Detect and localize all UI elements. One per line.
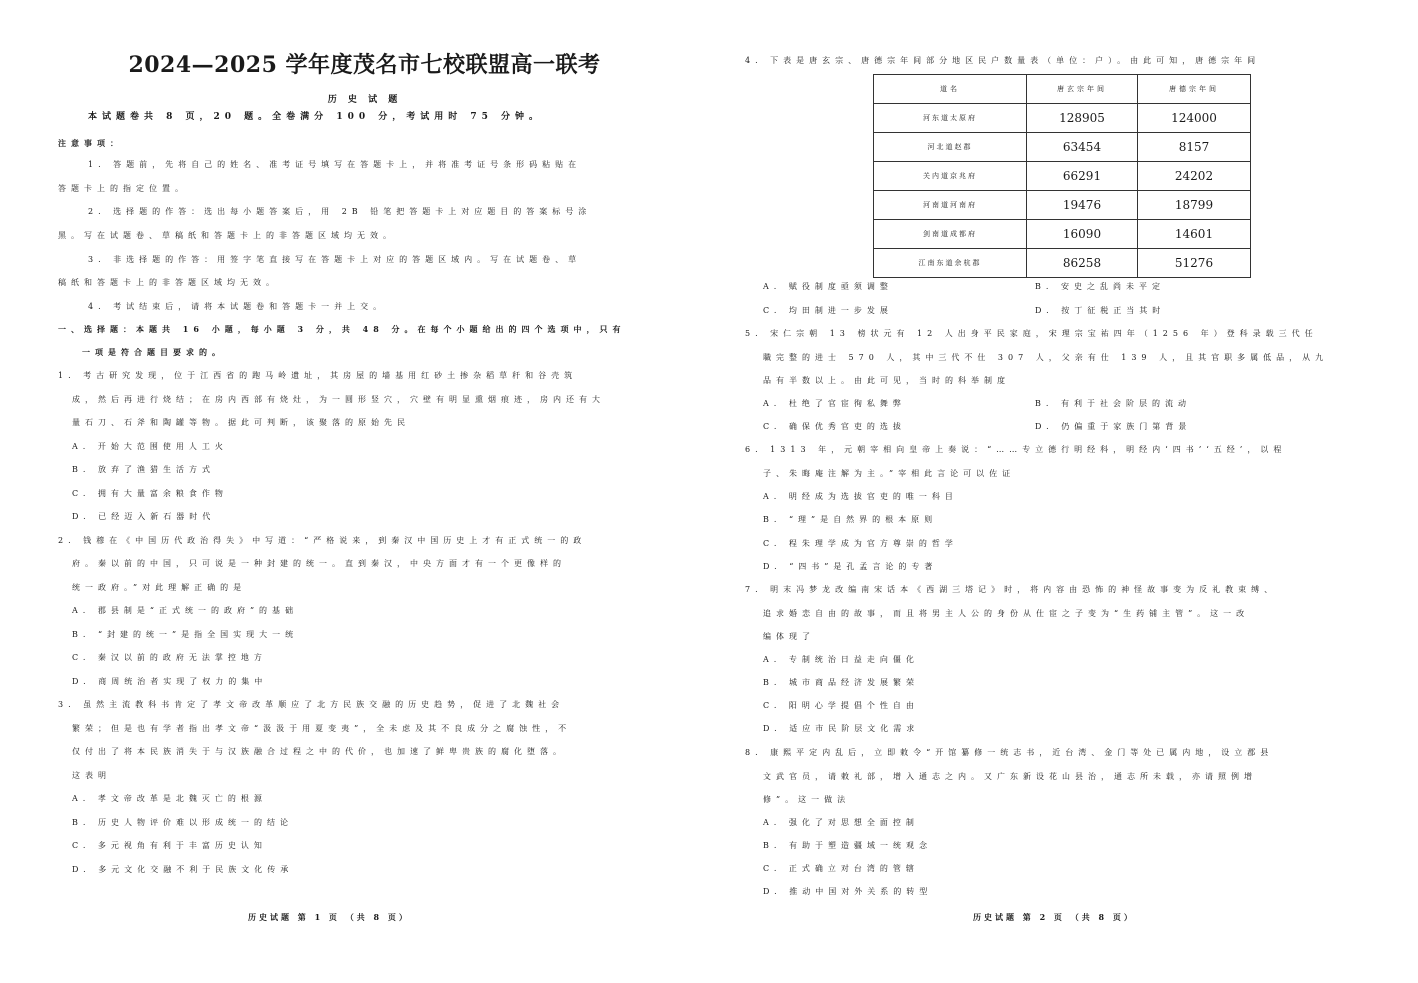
table-cell: 河南道河南府 <box>874 191 1027 220</box>
question-8-stem: 文武官员，请敕礼部，增入通志之内。又广东新设花山县治，通志所未载，亦请照例增 <box>763 772 1257 781</box>
question-8-stem: 修”。这一做法 <box>763 795 851 804</box>
table-row <box>874 191 1251 220</box>
option-d: D. 仍偏重于家族门第背景 <box>1035 422 1192 431</box>
table-header: 唐玄宗年间 <box>1027 75 1138 104</box>
option-b: B. “理”是自然界的根本原则 <box>763 515 938 524</box>
question-3-stem: 这表明 <box>72 771 111 780</box>
option-d: D. 适应市民阶层文化需求 <box>763 724 920 733</box>
table-cell: 关内道京兆府 <box>874 162 1027 191</box>
table-cell: 18799 <box>1138 191 1251 220</box>
notice-line: 2. 选择题的作答：选出每小题答案后，用 2B 铅笔把答题卡上对应题目的答案标号涂 <box>88 207 592 216</box>
section-title: 一项是符合题目要求的。 <box>82 347 225 357</box>
question-8-stem: 8. 康熙平定内乱后，立即敕令“开馆纂修一统志书，近台湾、金门等处已属内地，设立郡县 <box>745 748 1274 757</box>
option-b: B. 放弃了渔猎生活方式 <box>72 465 215 474</box>
table-header: 唐德宗年间 <box>1138 75 1251 104</box>
question-5-stem: 職完整的进士 570 人，其中三代不仕 307 人，父亲有仕 139 人，且其官职多属低品，从九 <box>763 353 1329 362</box>
table-row <box>874 162 1251 191</box>
option-c: C. 多元视角有利于丰富历史认知 <box>72 841 267 850</box>
question-7-stem: 7. 明末冯梦龙改编南宋话本《西湖三塔记》时，将内容由恐怖的神怪故事变为反礼教束缚、 <box>745 585 1278 594</box>
question-2-stem: 2. 钱穆在《中国历代政治得失》中写道：“严格说来，到秦汉中国历史上才有正式统一的政 <box>58 536 587 545</box>
option-c: C. 秦汉以前的政府无法掌控地方 <box>72 653 267 662</box>
notice-line: 答题卡上的指定位置。 <box>58 184 188 193</box>
subject-title: 历 史 试 题 <box>327 95 402 105</box>
option-a: A. 开始大范围使用人工火 <box>72 442 228 451</box>
option-c: C. 均田制进一步发展 <box>763 306 893 315</box>
section-title: 一、选择题：本题共 16 小题，每小题 3 分，共 48 分。在每个小题给出的四个选项中，只有 <box>58 324 626 334</box>
exam-info: 本试题卷共 8 页，20 题。全卷满分 100 分，考试用时 75 分钟。 <box>88 112 544 122</box>
question-6-stem: 子、朱晦庵注解为主。”宰相此言论可以佐证 <box>763 469 1016 478</box>
table-row <box>874 104 1251 133</box>
option-d: D. 按丁征税正当其时 <box>1035 306 1166 315</box>
table-header-row <box>874 75 1251 104</box>
question-2-stem: 府。秦以前的中国，只可说是一种封建的统一。直到秦汉，中央方面才有一个更像样的 <box>72 559 566 568</box>
table-cell: 19476 <box>1027 191 1138 220</box>
exam-title: 2024—2025 学年度茂名市七校联盟高一联考 <box>128 52 601 78</box>
table-cell: 51276 <box>1138 249 1251 278</box>
option-a: A. 专制统治日益走向僵化 <box>763 655 919 664</box>
question-1-stem: 成，然后再进行烧结；在房内西部有烧灶，为一圆形竖穴，穴壁有明显熏烟痕迹，房内还有大 <box>72 395 605 404</box>
table-cell: 86258 <box>1027 249 1138 278</box>
option-d: D. 多元文化交融不利于民族文化传承 <box>72 865 294 874</box>
option-b: B. 安史之乱尚未平定 <box>1035 282 1165 291</box>
page-footer: 历史试题 第 2 页 （共 8 页） <box>973 912 1135 922</box>
notice-line: 4. 考试结束后，请将本试题卷和答题卡一并上交。 <box>88 302 387 311</box>
exam-page-2 <box>709 0 1418 983</box>
table-row <box>874 249 1251 278</box>
option-d: D. “四书”是孔孟言论的专著 <box>763 562 938 571</box>
option-d: D. 已经迈入新石器时代 <box>72 512 216 521</box>
option-a: A. 杜绝了官宦徇私舞弊 <box>763 399 906 408</box>
table-row <box>874 220 1251 249</box>
question-1-stem: 量石刀、石斧和陶罐等物。据此可判断，该聚落的原始先民 <box>72 418 410 427</box>
question-7-stem: 编体现了 <box>763 632 815 641</box>
option-a: A. 强化了对思想全面控制 <box>763 818 919 827</box>
table-cell: 66291 <box>1027 162 1138 191</box>
table-cell: 14601 <box>1138 220 1251 249</box>
option-b: B. “封建的统一”是指全国实现大一统 <box>72 630 299 639</box>
question-3-stem: 繁荣；但是也有学者指出孝文帝“汲汲于用夏变夷”，全未虑及其不良成分之腐蚀性，不 <box>72 724 572 733</box>
option-b: B. 有助于塑造疆域一统观念 <box>763 841 932 850</box>
table-cell: 河东道太原府 <box>874 104 1027 133</box>
table-cell: 128905 <box>1027 104 1138 133</box>
option-a: A. 赋役制度亟须调整 <box>763 282 893 291</box>
population-table <box>873 74 1251 278</box>
table-cell: 江南东道余杭郡 <box>874 249 1027 278</box>
table-cell: 河北道赵郡 <box>874 133 1027 162</box>
table-row <box>874 133 1251 162</box>
option-c: C. 程朱理学成为官方尊崇的哲学 <box>763 539 958 548</box>
notice-heading: 注意事项： <box>58 138 123 148</box>
table-cell: 124000 <box>1138 104 1251 133</box>
question-4-stem: 4. 下表是唐玄宗、唐德宗年间部分地区民户数量表（单位：户）。由此可知，唐德宗年间 <box>745 56 1261 65</box>
question-6-stem: 6. 1313 年，元朝宰相向皇帝上奏说：“……专立德行明经科，明经内‘四书’‘五经’，以程 <box>745 445 1287 454</box>
option-a: A. 郡县制是“正式统一的政府”的基础 <box>72 606 299 615</box>
question-3-stem: 3. 虽然主流教科书肯定了孝文帝改革顺应了北方民族交融的历史趋势，促进了北魏社会 <box>58 700 565 709</box>
page-footer: 历史试题 第 1 页 （共 8 页） <box>248 912 410 922</box>
option-b: B. 有利于社会阶层的流动 <box>1035 399 1191 408</box>
question-7-stem: 追求婚恋自由的故事，而且将男主人公的身份从仕宦之子变为“生药铺主管”。这一改 <box>763 609 1250 618</box>
option-b: B. 历史人物评价难以形成统一的结论 <box>72 818 293 827</box>
table-cell: 16090 <box>1027 220 1138 249</box>
question-3-stem: 仅付出了将本民族消失于与汉族融合过程之中的代价，也加速了鲜卑贵族的腐化堕落。 <box>72 747 566 756</box>
option-c: C. 确保优秀官吏的选拔 <box>763 422 906 431</box>
table-cell: 24202 <box>1138 162 1251 191</box>
question-5-stem: 品有半数以上。由此可见，当时的科举制度 <box>763 376 1010 385</box>
notice-line: 稿纸和答题卡上的非答题区域均无效。 <box>58 278 279 287</box>
notice-line: 1. 答题前，先将自己的姓名、准考证号填写在答题卡上，并将准考证号条形码粘贴在 <box>88 160 582 169</box>
notice-line: 3. 非选择题的作答：用签字笔直接写在答题卡上对应的答题区域内。写在试题卷、草 <box>88 255 582 264</box>
table-cell: 剑南道成都府 <box>874 220 1027 249</box>
table-cell: 8157 <box>1138 133 1251 162</box>
question-1-stem: 1. 考古研究发现，位于江西省的跑马岭遗址，其房屋的墙基用红砂土掺杂稻草秆和谷壳筑 <box>58 371 578 380</box>
option-a: A. 明经成为选拔官吏的唯一科目 <box>763 492 958 501</box>
option-d: D. 商周统治者实现了权力的集中 <box>72 677 268 686</box>
table-cell: 63454 <box>1027 133 1138 162</box>
notice-line: 黑。写在试题卷、草稿纸和答题卡上的非答题区域均无效。 <box>58 231 396 240</box>
question-5-stem: 5. 宋仁宗朝 13 榜状元有 12 人出身平民家庭，宋理宗宝祐四年（1256 年）登科录载三代任 <box>745 329 1318 338</box>
table-header: 道名 <box>874 75 1027 104</box>
option-a: A. 孝文帝改革是北魏灭亡的根源 <box>72 794 267 803</box>
option-c: C. 正式确立对台湾的管辖 <box>763 864 919 873</box>
option-d: D. 推动中国对外关系的转型 <box>763 887 933 896</box>
option-b: B. 城市商品经济发展繁荣 <box>763 678 919 687</box>
question-2-stem: 统一政府。”对此理解正确的是 <box>72 583 247 592</box>
option-c: C. 拥有大量富余粮食作物 <box>72 489 228 498</box>
option-c: C. 阳明心学提倡个性自由 <box>763 701 919 710</box>
